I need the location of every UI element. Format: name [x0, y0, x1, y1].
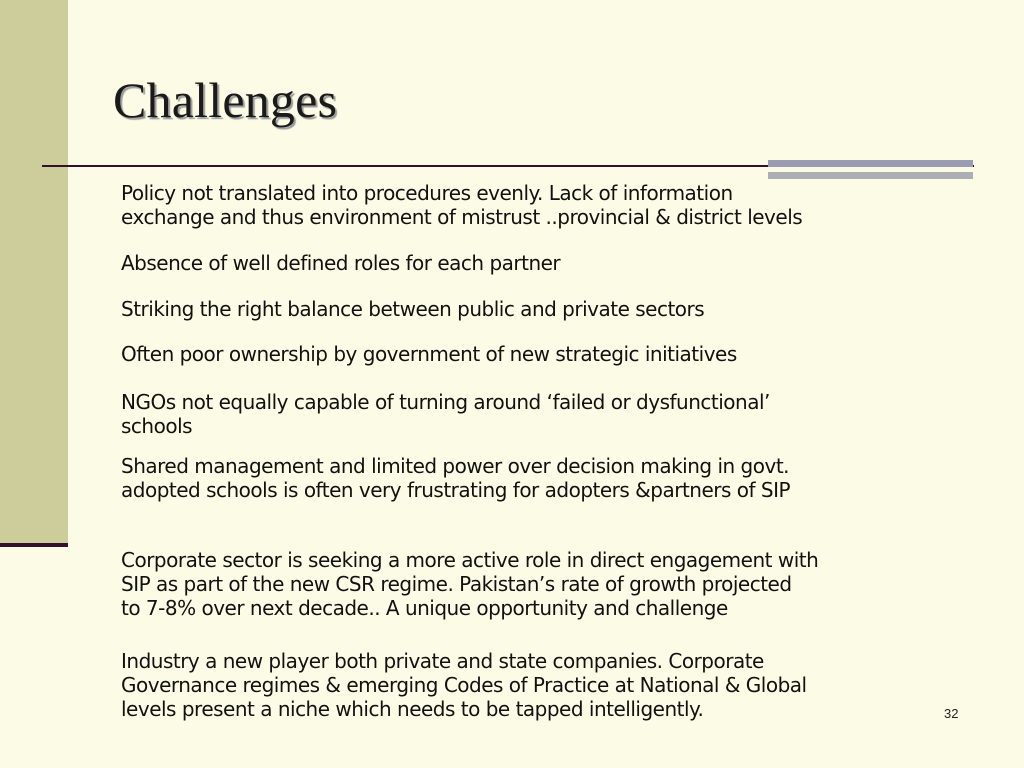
bullet-item: NGOs not equally capable of turning around ‘failed or dysfunctional’ schools — [121, 390, 770, 438]
bullet-item: Corporate sector is seeking a more active role in direct engagement with SIP as part of the new CSR regime. Pakistan’s rate of growth projected to 7-8% over next decade.. A unique opportunity and challenge — [121, 548, 819, 620]
bullet-item: Shared management and limited power over decision making in govt. adopted schools is often very frustrating for adopters &partners of SIP — [121, 454, 791, 502]
bullet-item: Often poor ownership by government of new strategic initiatives — [121, 342, 737, 366]
bullet-item: Striking the right balance between public and private sectors — [121, 297, 705, 321]
accent-bar-bottom — [768, 172, 973, 179]
left-decorative-band — [0, 0, 68, 545]
left-band-underline — [0, 543, 68, 547]
bullet-item: Industry a new player both private and state companies. Corporate Governance regimes & emerging Codes of Practice at National & Global levels present a niche which needs to be tapped intelligently. — [121, 649, 807, 721]
slide-title: Challenges — [113, 72, 338, 128]
page-number: 32 — [944, 706, 959, 721]
bullet-item: Absence of well defined roles for each partner — [121, 251, 561, 275]
accent-bar-top — [768, 160, 973, 167]
bullet-item: Policy not translated into procedures evenly. Lack of information exchange and thus environment of mistrust ..provincial & district levels — [121, 181, 803, 229]
